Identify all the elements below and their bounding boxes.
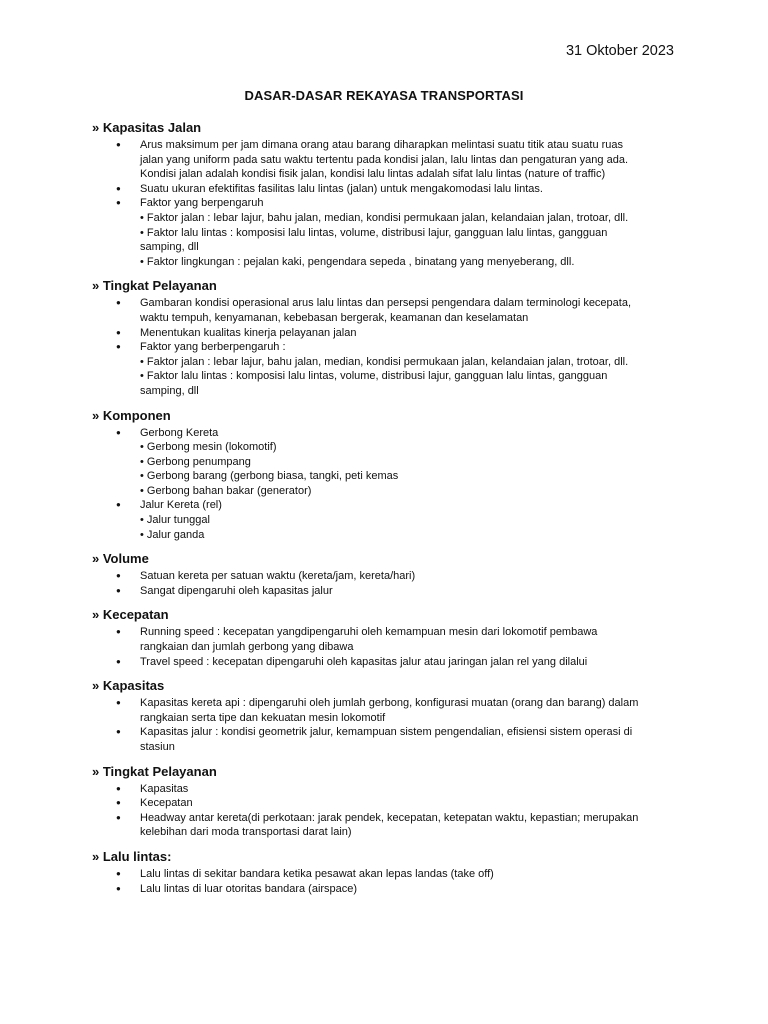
section-heading: » Kecepatan <box>92 607 169 623</box>
section-heading: » Kapasitas <box>92 678 165 694</box>
list-item-line: Kondisi jalan adalah kondisi fisik jalan, kondisi lalu lintas adalah sifat lalu lintas (nature of traffic) <box>140 168 606 181</box>
list-item <box>92 498 692 542</box>
document-date: 31 Oktober 2023 <box>565 43 674 59</box>
list-item-line: • Faktor jalan : lebar lajur, bahu jalan, median, kondisi permukaan jalan, kelandaian jalan, trotoar, dll. <box>140 211 629 224</box>
list-item-line: kelebihan dari moda transportasi darat lain) <box>140 826 352 839</box>
list-item <box>92 426 692 499</box>
list-item <box>92 782 692 797</box>
list-item-line: • Jalur tunggal <box>140 514 210 527</box>
list-item <box>92 696 692 725</box>
list-item <box>92 882 692 897</box>
section-heading: » Volume <box>92 551 149 567</box>
list-item-line: jalan yang uniform pada satu waktu tertentu pada kondisi jalan, lalu lintas dan pengaturan yang ada. <box>140 153 629 166</box>
section <box>92 606 692 669</box>
list-item-line: • Gerbong penumpang <box>140 455 251 468</box>
list-item-line: ● Headway antar kereta(di perkotaan: jarak pendek, kecepatan, ketepatan waktu, kepastian; merupakan <box>140 811 639 824</box>
document-body <box>92 119 692 904</box>
list-item-line: ● Kapasitas kereta api : dipengaruhi oleh jumlah gerbong, konfigurasi muatan (orang dan barang) dalam <box>140 697 639 710</box>
list-item <box>92 867 692 882</box>
list-item-line: ● Gerbong Kereta <box>140 426 219 439</box>
section <box>92 677 692 754</box>
list-item-line: ● Lalu lintas di sekitar bandara ketika pesawat akan lepas landas (take off) <box>140 867 494 880</box>
list-item-line: • Gerbong bahan bakar (generator) <box>140 484 312 497</box>
bullet-list <box>92 138 692 269</box>
bullet-list <box>92 782 692 840</box>
list-item-line: ● Travel speed : kecepatan dipengaruhi oleh kapasitas jalur atau jaringan jalan rel yang dilalui <box>140 655 588 668</box>
list-item-line: waktu tempuh, kenyamanan, kebebasan bergerak, keamanan dan keselamatan <box>140 311 529 324</box>
section <box>92 119 692 269</box>
list-item-line: ● Arus maksimum per jam dimana orang atau barang diharapkan melintasi suatu titik atau suatu ruas <box>140 139 624 151</box>
list-item <box>92 326 692 341</box>
document-title: DASAR-DASAR REKAYASA TRANSPORTASI <box>244 88 524 103</box>
section-heading: » Tingkat Pelayanan <box>92 278 217 294</box>
list-item-line: ● Sangat dipengaruhi oleh kapasitas jalur <box>140 584 333 597</box>
list-item <box>92 625 692 654</box>
list-item <box>92 725 692 754</box>
section-heading: » Lalu lintas: <box>92 848 172 864</box>
list-item-line: ● Faktor yang berpengaruh <box>140 197 264 210</box>
bullet-list <box>92 426 692 543</box>
list-item-line: rangkaian dan jumlah gerbong yang dibawa <box>140 641 354 654</box>
list-item <box>92 182 692 197</box>
list-item-line: • Faktor lalu lintas : komposisi lalu lintas, volume, distribusi lajur, gangguan lalu lintas, gangguan <box>140 370 608 383</box>
list-item-line: ● Faktor yang berberpengaruh : <box>140 341 286 354</box>
list-item-line: samping, dll <box>140 384 199 397</box>
list-item <box>92 196 692 269</box>
list-item <box>92 138 692 182</box>
list-item-line: • Gerbong barang (gerbong biasa, tangki, peti kemas <box>140 470 399 483</box>
list-item-line: rangkaian serta tipe dan kekuatan mesin lokomotif <box>140 711 386 724</box>
list-item-line: • Jalur ganda <box>140 528 205 541</box>
list-item <box>92 655 692 670</box>
list-item-line: stasiun <box>140 741 175 753</box>
list-item <box>92 584 692 599</box>
list-item-line: • Faktor lingkungan : pejalan kaki, pengendara sepeda , binatang yang menyeberang, dll. <box>140 255 575 268</box>
bullet-list <box>92 867 692 896</box>
list-item-line: • Faktor lalu lintas : komposisi lalu lintas, volume, distribusi lajur, gangguan lalu lintas, gangguan <box>140 226 608 239</box>
bullet-list <box>92 296 692 398</box>
list-item-line: ● Menentukan kualitas kinerja pelayanan jalan <box>140 326 357 339</box>
list-item-line: ● Jalur Kereta (rel) <box>140 499 222 512</box>
list-item <box>92 569 692 584</box>
list-item-line: ● Lalu lintas di luar otoritas bandara (airspace) <box>140 882 358 895</box>
list-item-line: ● Satuan kereta per satuan waktu (kereta/jam, kereta/hari) <box>140 570 416 583</box>
section <box>92 277 692 398</box>
list-item-line: ● Suatu ukuran efektifitas fasilitas lalu lintas (jalan) untuk mengakomodasi lalu lintas. <box>140 182 543 195</box>
list-item-line: ● Kapasitas jalur : kondisi geometrik jalur, kemampuan sistem pengendalian, efisiensi sistem operasi di <box>140 726 633 739</box>
list-item-line: samping, dll <box>140 241 199 254</box>
bullet-list <box>92 569 692 598</box>
list-item-line: ● Kecepatan <box>140 797 193 810</box>
bullet-list <box>92 625 692 669</box>
section-heading: » Tingkat Pelayanan <box>92 763 217 779</box>
list-item <box>92 296 692 325</box>
list-item-line: ● Running speed : kecepatan yangdipengaruhi oleh kemampuan mesin dari lokomotif pembawa <box>140 626 598 639</box>
list-item <box>92 796 692 811</box>
list-item-line: ● Kapasitas <box>140 782 189 795</box>
section <box>92 550 692 598</box>
section-heading: » Komponen <box>92 407 171 423</box>
section-heading: » Kapasitas Jalan <box>92 120 202 135</box>
section <box>92 763 692 840</box>
list-item <box>92 811 692 840</box>
list-item-line: • Gerbong mesin (lokomotif) <box>140 441 277 454</box>
list-item <box>92 340 692 398</box>
list-item-line: • Faktor jalan : lebar lajur, bahu jalan, median, kondisi permukaan jalan, kelandaian jalan, trotoar, dll. <box>140 355 629 368</box>
bullet-list <box>92 696 692 754</box>
section <box>92 848 692 896</box>
list-item-line: ● Gambaran kondisi operasional arus lalu lintas dan persepsi pengendara dalam terminologi kecepata, <box>140 297 632 310</box>
section <box>92 407 692 543</box>
